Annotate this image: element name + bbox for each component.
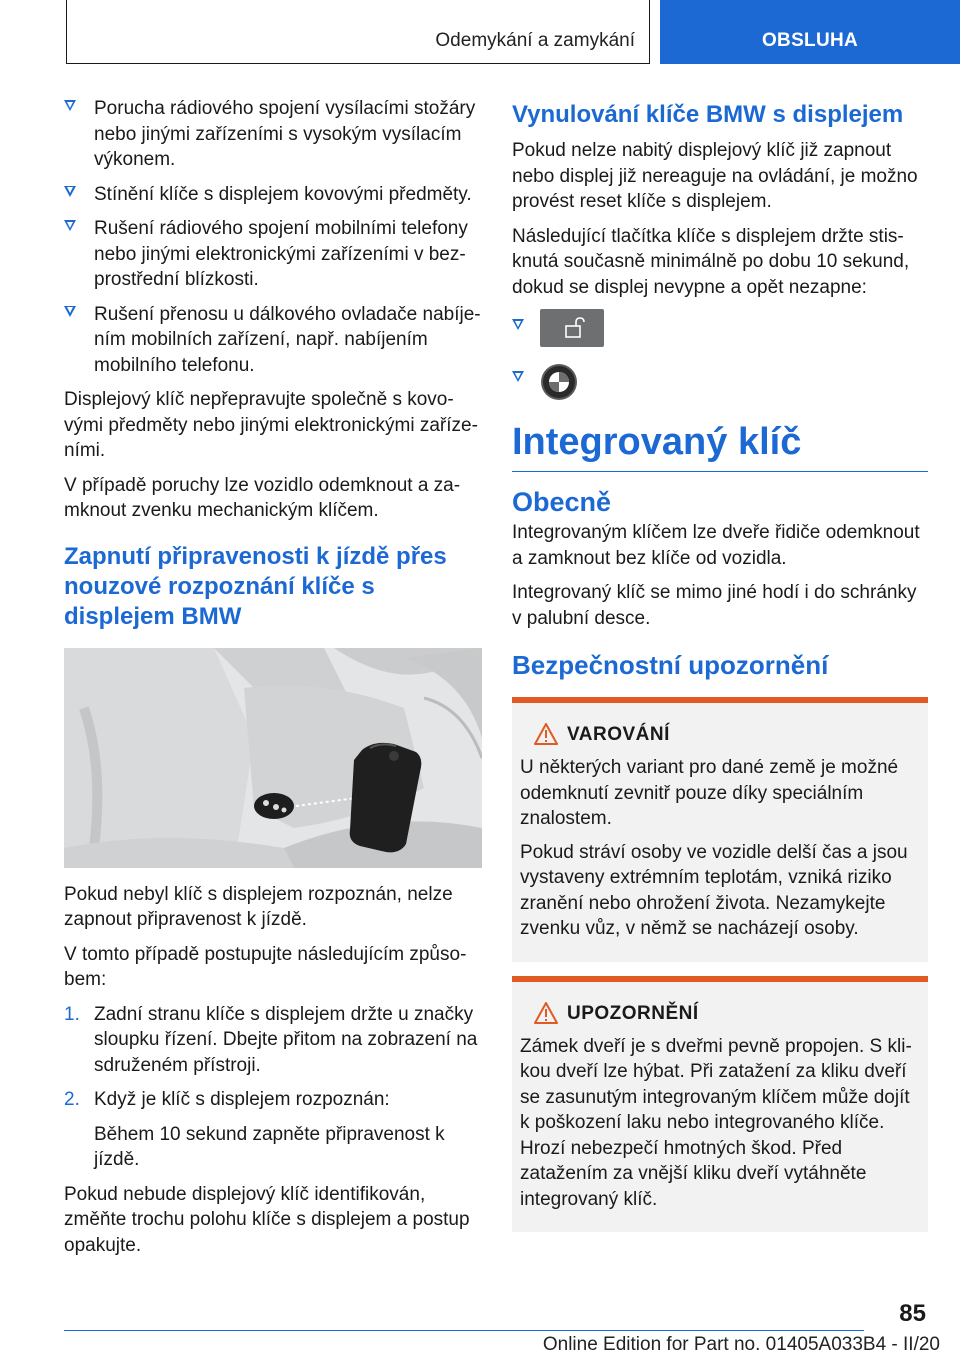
step-text: Když je klíč s displejem rozpoznán: (94, 1089, 390, 1110)
list-item: Porucha rádiového spojení vysílacími stožáry nebo jinými zařízeními s vysokým vysílacím výkonem. (64, 96, 482, 173)
triangle-bullet-icon (512, 371, 524, 382)
triangle-bullet-icon (64, 100, 76, 111)
paragraph: Pokud nebyl klíč s displejem rozpoznán, nelze zapnout připravenost k jízdě. (64, 883, 453, 930)
reset-button-unlock (512, 309, 928, 357)
paragraph: V tomto případě postupujte následujícím způsobem: (64, 943, 467, 990)
paragraph: V případě poruchy lze vozidlo odemknout a zamknout zvenku mechanickým klíčem. (64, 474, 461, 521)
step-item (64, 1002, 482, 1079)
steering-column-illustration (64, 648, 482, 868)
paragraph: Pokud nebude displejový klíč identifikován, změňte trochu polohu klíče s displejem a postup opakujte. (64, 1183, 470, 1256)
list-item: Rušení přenosu u dálkového ovladače nabíjením mobilních zařízení, např. nabíjením mobilního telefonu. (64, 302, 482, 379)
caution-header (520, 1002, 920, 1028)
warning-box (512, 697, 928, 962)
step-number: 2. (64, 1089, 80, 1110)
paragraph: Následující tlačítka klíče s displejem držte stisknutá současně minimálně po dobu 10 sekund, dokud se displej nevypne a opět nezapne: (512, 225, 910, 298)
section-tab (660, 0, 960, 64)
step-text: Zadní stranu klíče s displejem držte u značky sloupku řízení. Dbejte přitom na zobrazení na sdruženém přístroji. (94, 1003, 478, 1076)
warning-triangle-icon (534, 723, 558, 745)
warning-text: U některých variant pro dané země je možné odemknutí zevnitř pouze díky speciálním znalostem. (520, 757, 899, 829)
step-item (64, 1087, 482, 1173)
paragraph: Integrovaný klíč se mimo jiné hodí i do schránky v palubní desce. (512, 582, 917, 629)
page-number: 85 (899, 1300, 926, 1327)
triangle-bullet-icon (64, 220, 76, 231)
edition-text: Online Edition for Part no. 01405A033B4 - II/20 (542, 1334, 940, 1355)
chapter-tab (66, 0, 650, 64)
reset-button-bmw (512, 361, 928, 409)
key-at-steering-column-image (64, 648, 482, 868)
steps-list (64, 1002, 482, 1173)
triangle-bullet-icon (64, 306, 76, 317)
subsection-heading: Bezpečnostní upozornění (512, 650, 829, 680)
paragraph: Integrovaným klíčem lze dveře řidiče odemknout a zamknout bez klíče od vozidla. (512, 522, 920, 569)
warning-text: Pokud stráví osoby ve vozidle delší čas a jsou vystaveny extrémním teplotám, vzniká riziko zranění nebo ohrožení života. Nezamykejte zvenku vůz, v němž se nacházejí osoby. (520, 841, 908, 939)
step-number: 1. (64, 1003, 80, 1025)
warning-title: VAROVÁNÍ (567, 724, 670, 745)
right-column (512, 96, 928, 1232)
list-item: Stínění klíče s displejem kovovými předměty. (64, 182, 482, 208)
section-heading: Vynulování klíče BMW s displejem (512, 101, 904, 128)
section-title: OBSLUHA (761, 30, 859, 51)
triangle-bullet-icon (512, 319, 524, 330)
section-heading: Zapnutí připravenosti k jízdě přes nouzové rozpoznání klíče s displejem BMW (64, 542, 447, 630)
caution-title: UPOZORNĚNÍ (567, 1002, 699, 1024)
list-item: Rušení rádiového spojení mobilními telefony nebo jinými elektronickými zařízeními v bezprostřední blízkosti. (64, 216, 482, 293)
unlock-key-button-icon (540, 309, 604, 347)
warning-header (520, 723, 920, 749)
chapter-title: Odemykání a zamykání (435, 30, 635, 51)
page-header (0, 0, 960, 66)
subsection-heading: Obecně (512, 487, 612, 517)
chapter-heading: Integrovaný klíč (512, 419, 928, 472)
left-column (64, 96, 482, 1267)
triangle-bullet-icon (64, 186, 76, 197)
footer-divider (64, 1330, 864, 1331)
caution-text: Zámek dveří je s dveřmi pevně propojen. S klikou dveří lze hýbat. Při zatažení za kliku dveří se zasunutým integrovaným klíčem může dojít k poškození laku nebo integrovaného klíče. Hrozí nebezpečí hmotných škod. Před zatažením za vnější kliku dveří vytáhněte integrovaný klíč. (520, 1035, 912, 1210)
caution-box (512, 976, 928, 1233)
step-subtext: Během 10 sekund zapněte připravenost k jízdě. (94, 1123, 445, 1170)
interference-list (64, 96, 482, 378)
bmw-logo-button-icon (540, 363, 578, 401)
paragraph: Pokud nelze nabitý displejový klíč již zapnout nebo displej již nereaguje na ovládání, je možno provést reset klíče s displejem. (512, 140, 918, 212)
paragraph: Displejový klíč nepřepravujte společně s kovovými předměty nebo jinými elektronickými zařízeními. (64, 389, 478, 461)
caution-triangle-icon (534, 1002, 558, 1024)
